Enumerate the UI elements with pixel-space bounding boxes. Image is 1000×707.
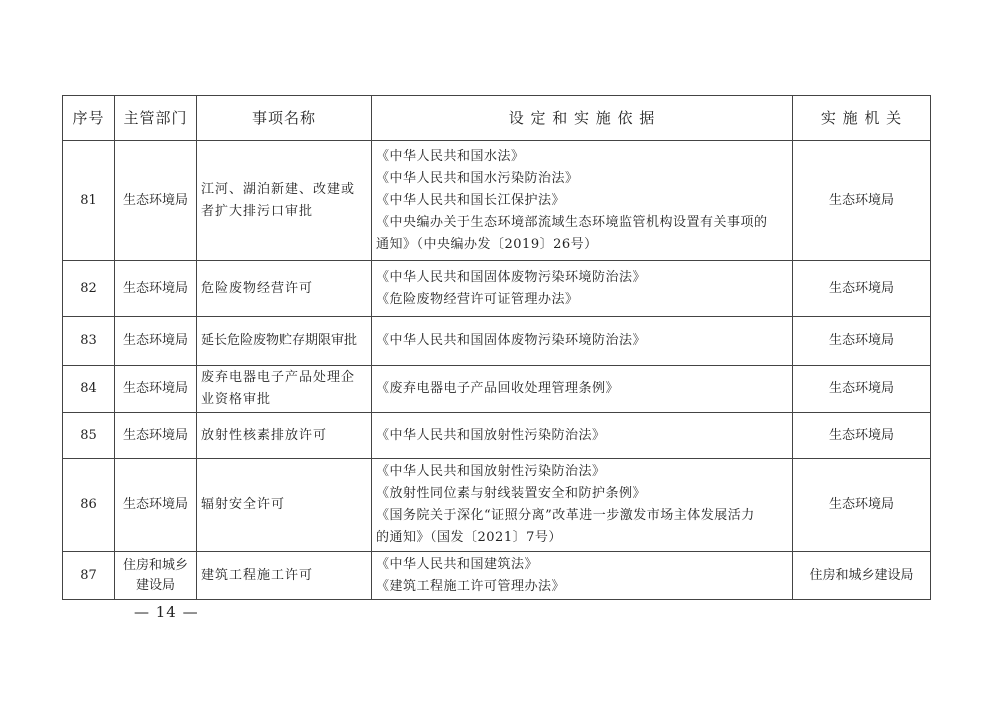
basis-line: 《危险废物经营许可证管理办法》 [376,291,579,307]
basis-line: 《中华人民共和国水污染防治法》 [376,170,579,186]
basis-line: 《建筑工程施工许可管理办法》 [376,578,566,594]
row-basis [372,413,793,459]
basis-line: 《中华人民共和国固体废物污染环境防治法》 [376,269,647,285]
row-item: 废弃电器电子产品处理企业资格审批 [197,366,372,413]
basis-line: 《中华人民共和国固体废物污染环境防治法》 [376,333,647,348]
row-org: 住房和城乡建设局 [793,552,931,600]
table-row [63,366,931,413]
row-org: 生态环境局 [793,317,931,366]
row-item: 危险废物经营许可 [197,261,372,317]
row-seq: 87 [63,552,115,600]
basis-line: 《废弃电器电子产品回收处理管理条例》 [376,381,620,396]
basis-line: 《中华人民共和国放射性污染防治法》 [376,464,606,479]
row-item: 辐射安全许可 [197,459,372,552]
row-org: 生态环境局 [793,459,931,552]
row-basis [372,552,793,600]
table-row [63,317,931,366]
basis-line: 《中华人民共和国建筑法》 [376,556,539,572]
table-header-row [63,96,931,141]
table-row [63,552,931,600]
row-basis [372,459,793,552]
row-org: 生态环境局 [793,413,931,459]
basis-line: 《中央编办关于生态环境部流域生态环境监管机构设置有关事项的 [376,214,768,230]
row-dept: 生态环境局 [115,141,197,261]
row-seq: 86 [63,459,115,552]
row-basis [372,261,793,317]
row-dept: 生态环境局 [115,261,197,317]
row-seq: 82 [63,261,115,317]
table-row [63,459,931,552]
row-basis [372,317,793,366]
basis-line: 《放射性同位素与射线装置安全和防护条例》 [376,486,647,501]
row-seq: 85 [63,413,115,459]
header-dept: 主管部门 [115,96,197,141]
row-dept: 生态环境局 [115,459,197,552]
row-org: 生态环境局 [793,366,931,413]
table-row [63,261,931,317]
table-row [63,413,931,459]
basis-line: 的通知》（国发〔2021〕7号） [376,530,562,545]
basis-line: 《中华人民共和国水法》 [376,148,525,164]
page-number: — 14 — [134,603,199,621]
header-basis: 设 定 和 实 施 依 据 [372,96,793,141]
row-dept: 生态环境局 [115,317,197,366]
row-org: 生态环境局 [793,261,931,317]
basis-line: 《中华人民共和国长江保护法》 [376,192,566,208]
basis-line: 《国务院关于深化“证照分离”改革进一步激发市场主体发展活力 [376,508,755,523]
row-basis [372,141,793,261]
row-basis [372,366,793,413]
row-dept: 生态环境局 [115,413,197,459]
row-dept: 生态环境局 [115,366,197,413]
header-seq: 序号 [63,96,115,141]
header-item: 事项名称 [197,96,372,141]
row-seq: 84 [63,366,115,413]
table-row [63,141,931,261]
basis-line: 《中华人民共和国放射性污染防治法》 [376,427,606,443]
header-org: 实 施 机 关 [793,96,931,141]
row-seq: 83 [63,317,115,366]
row-item: 延长危险废物贮存期限审批 [197,317,372,366]
basis-line: 通知》（中央编办发〔2019〕26号） [376,236,598,252]
approval-items-table [62,95,931,600]
row-seq: 81 [63,141,115,261]
row-org: 生态环境局 [793,141,931,261]
row-dept: 住房和城乡建设局 [115,552,197,600]
row-item: 江河、湖泊新建、改建或者扩大排污口审批 [197,141,372,261]
row-item: 建筑工程施工许可 [197,552,372,600]
row-item: 放射性核素排放许可 [197,413,372,459]
